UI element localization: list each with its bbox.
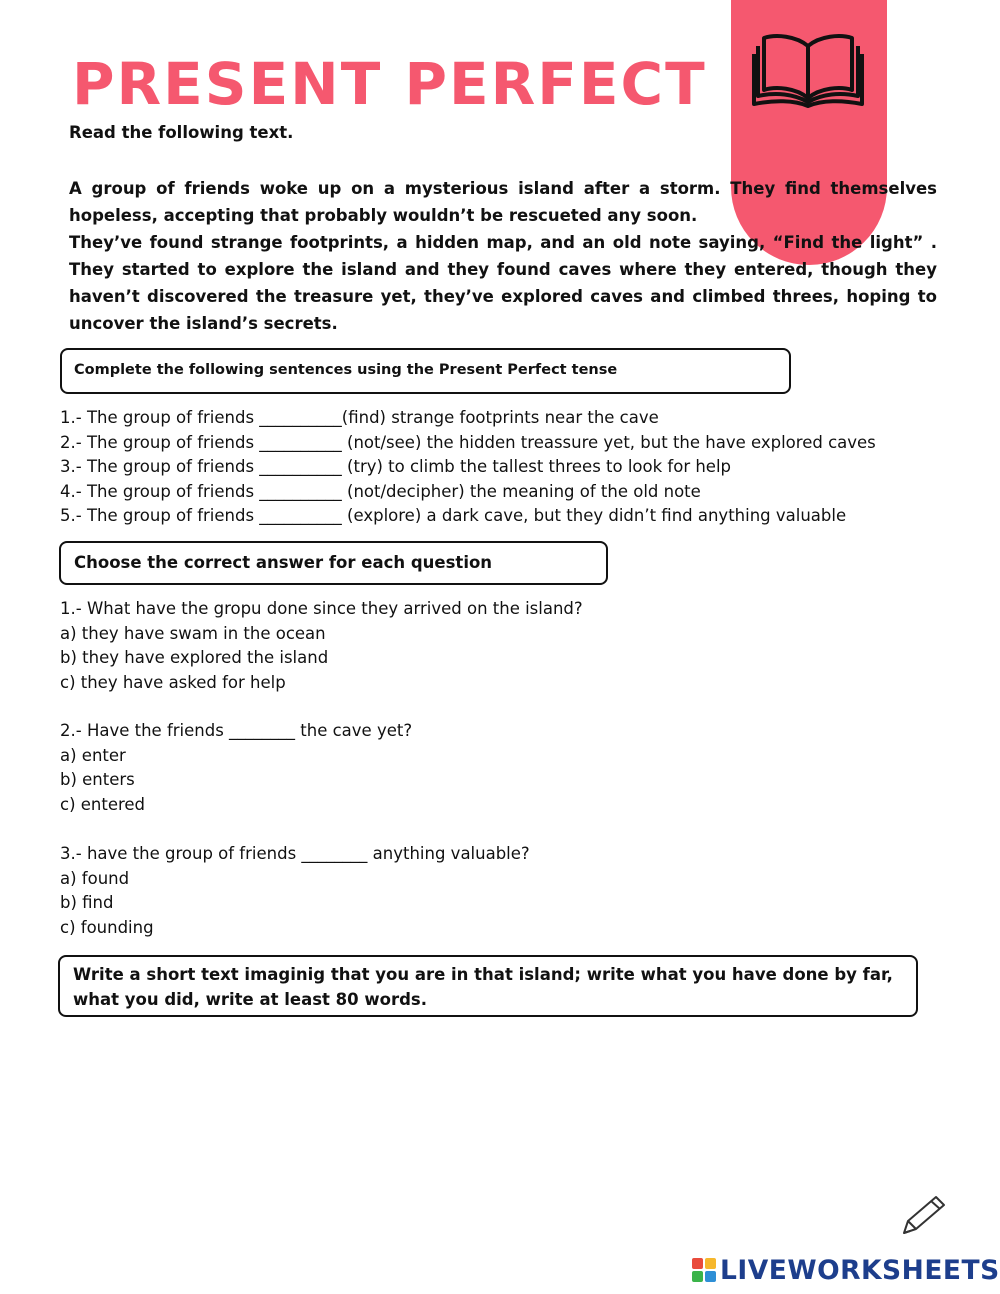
question-text: 2.- Have the friends ________ the cave yet? xyxy=(60,721,413,740)
question-text: 3.- have the group of friends ________ anything valuable? xyxy=(60,844,530,863)
story-paragraph: A group of friends woke up on a mysterious island after a storm. They find themselves hopeless, accepting that probably wouldn’t be rescueted any soon. xyxy=(69,179,937,225)
multiple-choice-question xyxy=(60,719,412,817)
fill-in-sentence: 1.- The group of friends __________(find) strange footprints near the cave xyxy=(60,408,659,427)
liveworksheets-logo xyxy=(692,1253,1000,1287)
logo-text: LIVEWORKSHEETS xyxy=(720,1254,1000,1286)
fill-in-sentence-list xyxy=(60,406,876,529)
story-paragraph: They’ve found strange footprints, a hidden map, and an old note saying, “Find the light” . They started to explore the island and they found caves where they entered, though they haven’t discovered the treasure yet, they’ve explored caves and climbed threes, hoping to uncover the island’s secrets. xyxy=(69,233,937,333)
answer-option: c) they have asked for help xyxy=(60,672,286,692)
answer-option: a) they have swam in the ocean xyxy=(60,623,326,643)
multiple-choice-question xyxy=(60,597,583,695)
answer-option: b) enters xyxy=(60,770,135,789)
story-text xyxy=(69,175,937,337)
writing-prompt-box: Write a short text imaginig that you are in that island; write what you have done by far, what you did, write at least 80 words. xyxy=(58,955,918,1017)
answer-option: a) enter xyxy=(60,745,126,765)
section-heading-complete: Complete the following sentences using the Present Perfect tense xyxy=(60,348,791,394)
multiple-choice-question xyxy=(60,842,530,940)
answer-option: b) find xyxy=(60,893,114,912)
answer-option: b) they have explored the island xyxy=(60,648,329,667)
logo-mark-icon xyxy=(692,1258,716,1282)
section-heading-choose: Choose the correct answer for each question xyxy=(59,541,608,585)
open-book-icon xyxy=(748,28,868,108)
fill-in-sentence: 3.- The group of friends __________ (try) to climb the tallest threes to look for help xyxy=(60,457,732,476)
page-title: PRESENT PERFECT xyxy=(72,50,707,118)
reading-instruction: Read the following text. xyxy=(69,123,294,142)
pencil-icon xyxy=(898,1193,948,1239)
question-text: 1.- What have the gropu done since they arrived on the island? xyxy=(60,599,583,618)
answer-option: c) founding xyxy=(60,917,154,937)
fill-in-sentence: 5.- The group of friends __________ (explore) a dark cave, but they didn’t find anything valuable xyxy=(60,506,847,525)
fill-in-sentence: 4.- The group of friends __________ (not/decipher) the meaning of the old note xyxy=(60,481,701,501)
answer-option: c) entered xyxy=(60,794,146,814)
answer-option: a) found xyxy=(60,868,130,888)
fill-in-sentence: 2.- The group of friends __________ (not/see) the hidden treassure yet, but the have explored caves xyxy=(60,432,876,452)
